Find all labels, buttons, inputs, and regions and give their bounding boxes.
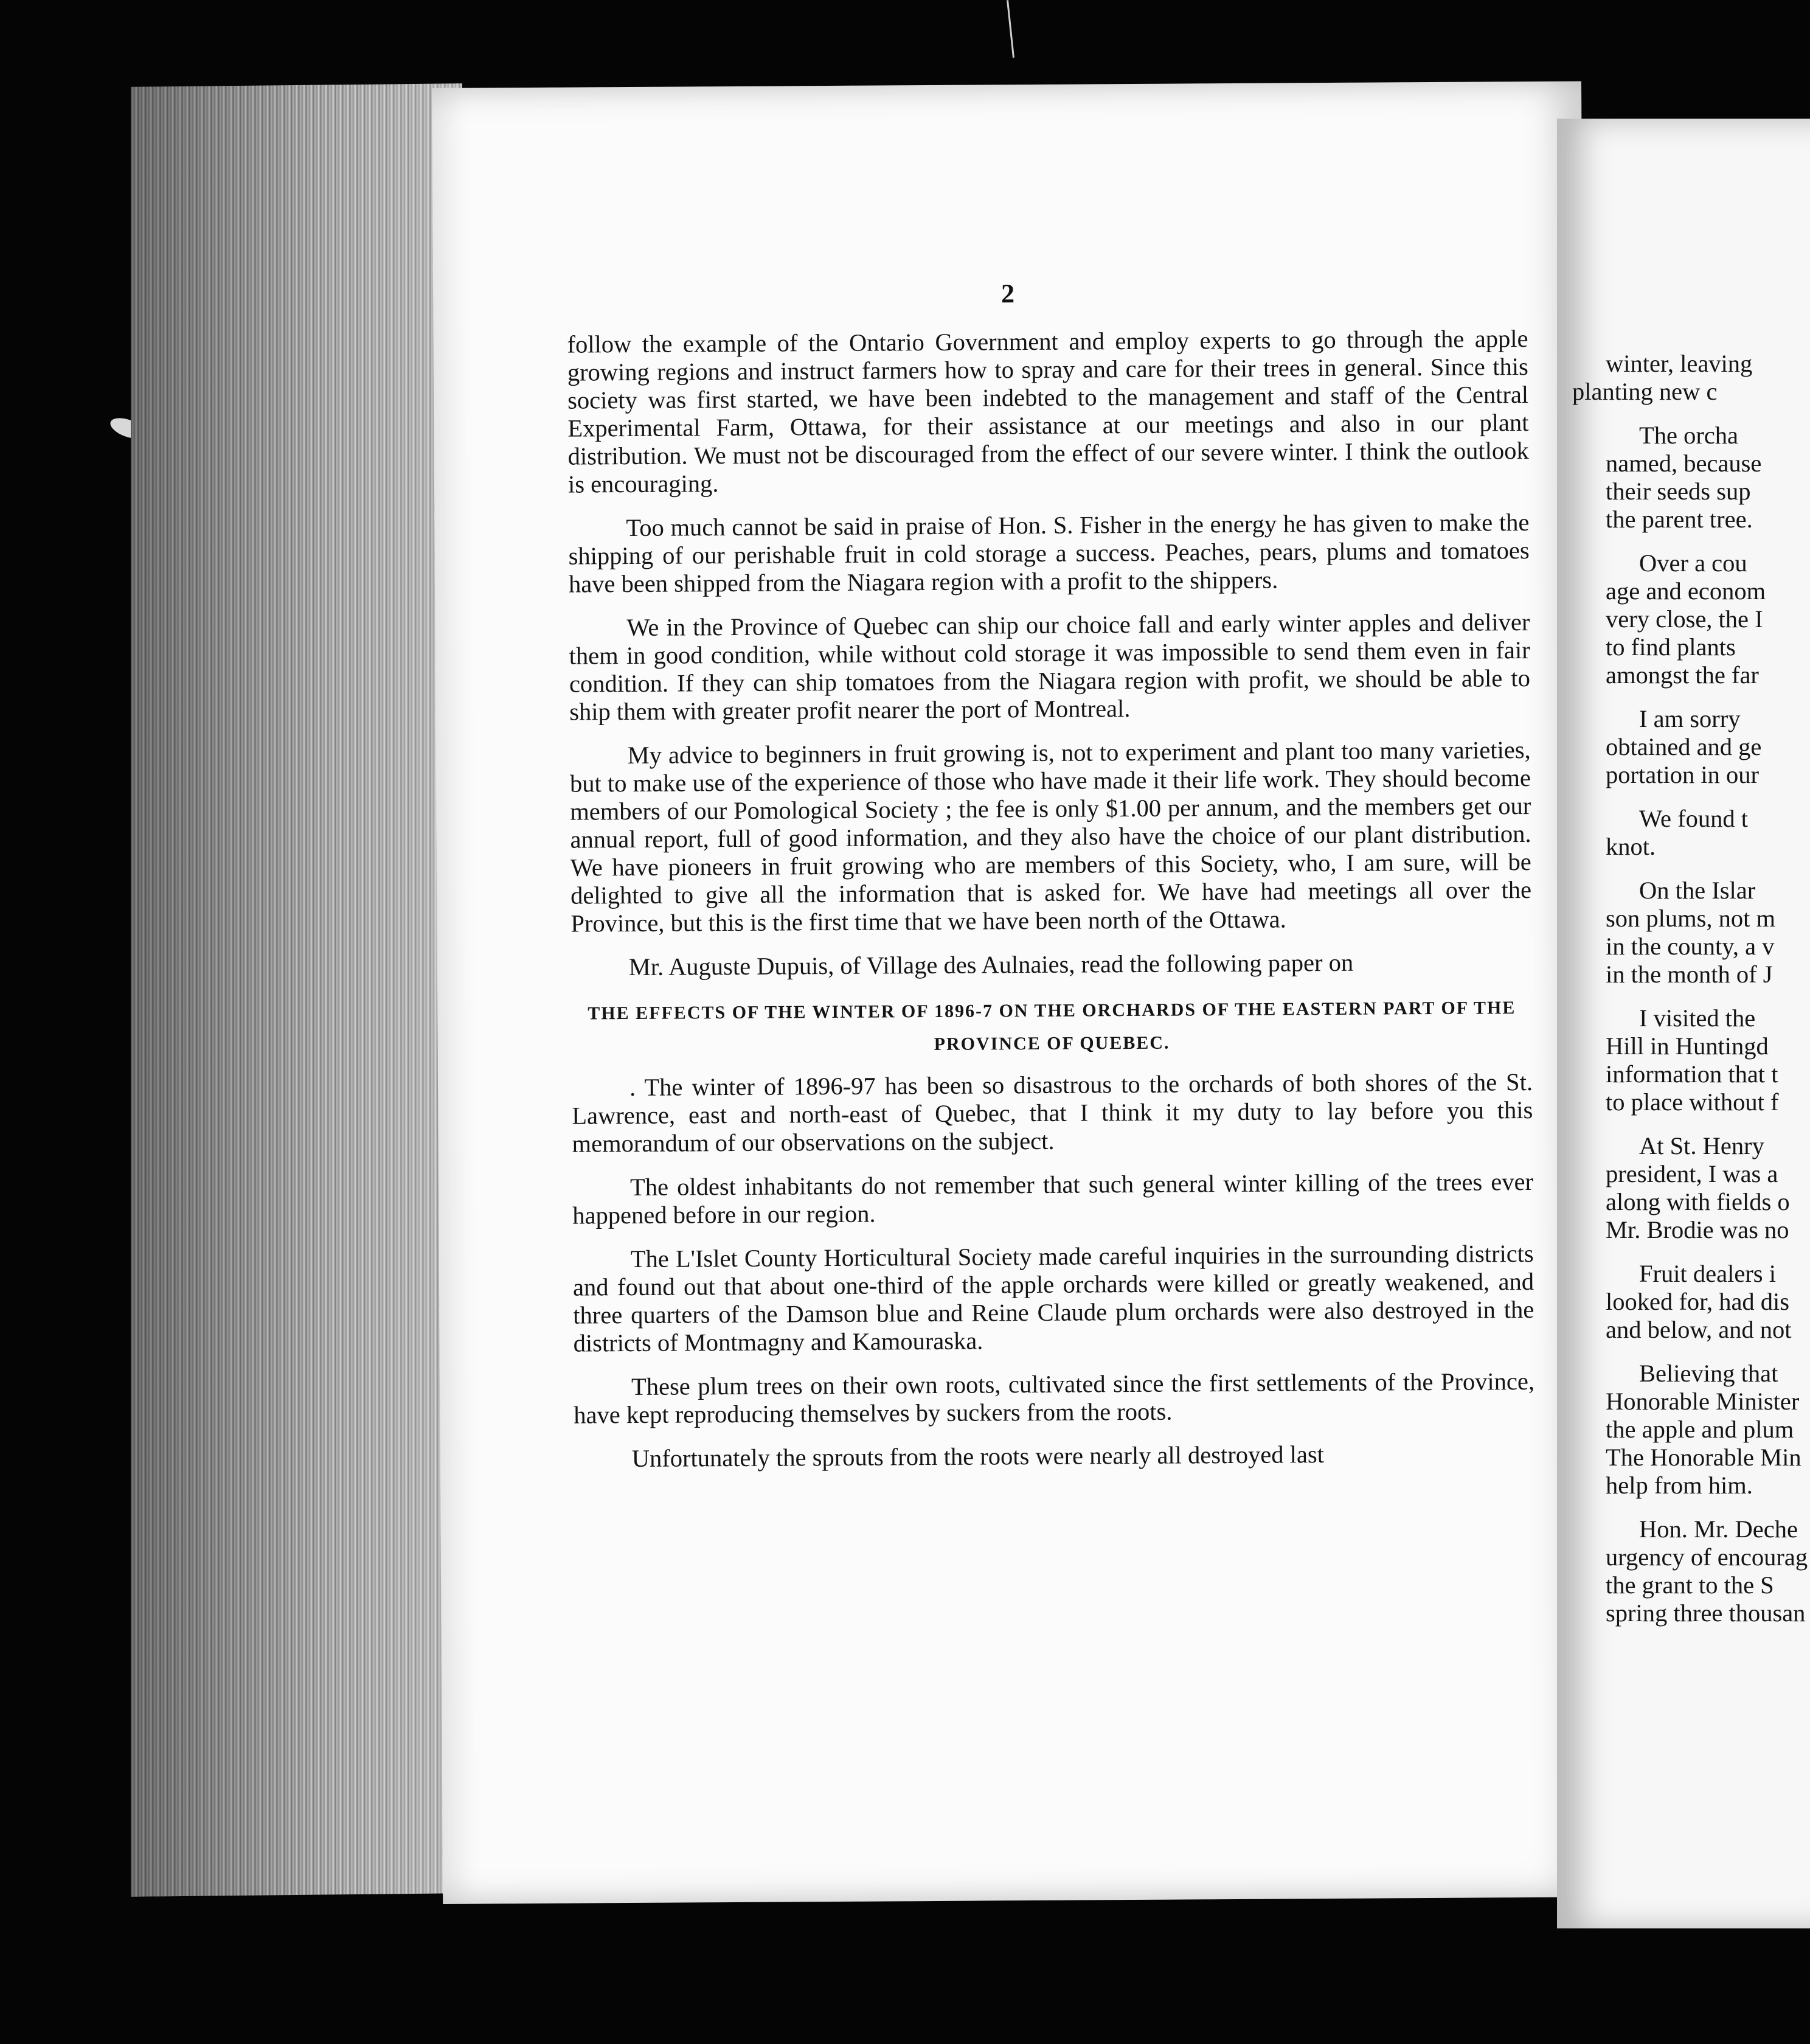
left-page bbox=[432, 81, 1592, 1903]
right-page-paragraph bbox=[1606, 1515, 1810, 1627]
paragraph: My advice to beginners in fruit growing is, not to experiment and plant too many varieties, but to make use of the experience of those who have made it their life work. They should become members of our Pomological Society ; the fee is only $1.00 per annum, and the members get our annual report, full of good information, and they also have the choice of our plant distribution. We have pioneers in fruit growing who are members of this Society, who, I am sure, will be delighted to give all the information that is asked for. We have had meetings all over the Province, but this is the first time that we have been north of the Ottawa. bbox=[569, 735, 1532, 937]
right-page-paragraph bbox=[1606, 805, 1810, 861]
paragraph: These plum trees on their own roots, cultivated since the first settlements of the Province, have kept reproducing themselves by suckers from the roots. bbox=[574, 1367, 1535, 1429]
right-page-paragraph bbox=[1606, 877, 1810, 989]
right-page-paragraph bbox=[1572, 350, 1810, 406]
right-page-paragraph bbox=[1606, 705, 1810, 789]
right-page-line: Mr. Brodie was no bbox=[1606, 1216, 1789, 1243]
right-page-line: I am sorry bbox=[1639, 705, 1741, 732]
paragraph: We in the Province of Quebec can ship our choice fall and early winter apples and deliver them in good condition, while without cold storage it was impossible to send them even in fair condition. If they can ship tomatoes from the Niagara region with profit, we should be able to ship them with greater profit nearer the port of Montreal. bbox=[569, 608, 1531, 726]
paragraph: Too much cannot be said in praise of Hon. S. Fisher in the energy he has given to make the shipping of our perishable fruit in cold storage a success. Peaches, pears, plums and tomatoes have been shipped from the Niagara region with a profit to the shippers. bbox=[568, 508, 1530, 598]
thread-mark bbox=[1007, 0, 1014, 58]
right-page-line: The orcha bbox=[1639, 422, 1739, 449]
right-page-line: looked for, had dis bbox=[1606, 1288, 1790, 1315]
right-page-line: Fruit dealers i bbox=[1639, 1260, 1776, 1287]
right-page-line: planting new c bbox=[1572, 378, 1718, 405]
right-page-line: At St. Henry bbox=[1639, 1132, 1764, 1159]
right-page-line: age and econom bbox=[1606, 577, 1766, 605]
right-page-line: knot. bbox=[1606, 833, 1656, 860]
right-page-line: the apple and plum bbox=[1606, 1416, 1794, 1443]
right-page-line: the grant to the S bbox=[1606, 1571, 1774, 1599]
right-page-line: spring three thousan bbox=[1606, 1599, 1806, 1627]
right-page-line: named, because bbox=[1606, 450, 1762, 477]
right-page-line: son plums, not m bbox=[1606, 905, 1776, 932]
right-page-line: Believing that bbox=[1639, 1360, 1778, 1387]
right-page-line: urgency of encourag bbox=[1606, 1543, 1808, 1571]
right-page-line: portation in our bbox=[1606, 761, 1759, 788]
right-page-paragraph bbox=[1606, 1260, 1810, 1344]
right-page-line: to find plants bbox=[1606, 633, 1736, 661]
right-page-paragraph bbox=[1606, 1132, 1810, 1244]
right-page-line: their seeds sup bbox=[1606, 478, 1751, 505]
right-page bbox=[1557, 119, 1810, 1928]
page-body bbox=[567, 325, 1535, 1489]
paragraph: The oldest inhabitants do not remember that such general winter killing of the trees ever happened before in our region. bbox=[572, 1167, 1534, 1229]
paragraph: Mr. Auguste Dupuis, of Village des Aulnaies, read the following paper on bbox=[628, 948, 1354, 981]
right-page-line: in the county, a v bbox=[1606, 933, 1775, 960]
paragraph: . The winter of 1896-97 has been so disastrous to the orchards of both shores of the St. Lawrence, east and north-east of Quebec, that I think it my duty to lay before you this memorandum of our observations on the subject. bbox=[572, 1068, 1533, 1158]
right-page-line: Hon. Mr. Deche bbox=[1639, 1515, 1798, 1543]
paragraph: The L'Islet County Horticultural Society made careful inquiries in the surrounding districts and found out that about one-third of the apple orchards were killed or greatly weakened, and three quarters of the Damson blue and Reine Claude plum orchards were also destroyed in the districts of Montmagny and Kamouraska. bbox=[572, 1239, 1534, 1357]
right-page-line: obtained and ge bbox=[1606, 733, 1762, 760]
paragraph: follow the example of the Ontario Government and employ experts to go through the apple growing regions and instruct farmers how to spray and care for their trees in general. Since this society was first started, we have been indebted to the management and staff of the Central Experimental Farm, Ottawa, for their assistance at our meetings and also in our plant distribution. We must not be discouraged from the effect of our severe winter. I think the outlook is encouraging. bbox=[567, 324, 1529, 498]
right-page-line: Hill in Huntingd bbox=[1606, 1032, 1769, 1060]
right-page-line: in the month of J bbox=[1606, 961, 1773, 988]
right-page-line: help from him. bbox=[1606, 1472, 1753, 1499]
right-page-line: amongst the far bbox=[1606, 661, 1759, 689]
right-page-body bbox=[1572, 350, 1810, 1643]
right-page-line: Honorable Minister bbox=[1606, 1388, 1800, 1415]
right-page-line: the parent tree. bbox=[1606, 506, 1753, 533]
right-page-line: On the Islar bbox=[1639, 877, 1756, 904]
right-page-line: information that t bbox=[1606, 1060, 1778, 1088]
right-page-line: to place without f bbox=[1606, 1088, 1779, 1116]
right-page-line: I visited the bbox=[1639, 1004, 1756, 1032]
right-page-line: and below, and not bbox=[1606, 1316, 1792, 1343]
right-page-line: along with fields o bbox=[1606, 1188, 1790, 1215]
paragraph: Unfortunately the sprouts from the roots were nearly all destroyed last bbox=[631, 1441, 1325, 1473]
right-page-line: president, I was a bbox=[1606, 1160, 1778, 1187]
right-page-paragraph bbox=[1606, 1004, 1810, 1116]
right-page-line: Over a cou bbox=[1639, 549, 1747, 577]
right-page-paragraph bbox=[1606, 422, 1810, 534]
book-page-edges bbox=[131, 83, 462, 1897]
page-number: 2 bbox=[1000, 279, 1015, 309]
right-page-line: We found t bbox=[1639, 805, 1748, 832]
right-page-line: winter, leaving bbox=[1606, 350, 1753, 377]
right-page-paragraph bbox=[1606, 1360, 1810, 1500]
right-page-line: The Honorable Min bbox=[1606, 1444, 1801, 1471]
right-page-line: very close, the I bbox=[1606, 605, 1763, 633]
section-heading: THE EFFECTS OF THE WINTER OF 1896-7 ON THE ORCHARDS OF THE EASTERN PART OF THE PROVINCE OF QUEBEC. bbox=[588, 998, 1516, 1054]
right-page-paragraph bbox=[1606, 549, 1810, 689]
